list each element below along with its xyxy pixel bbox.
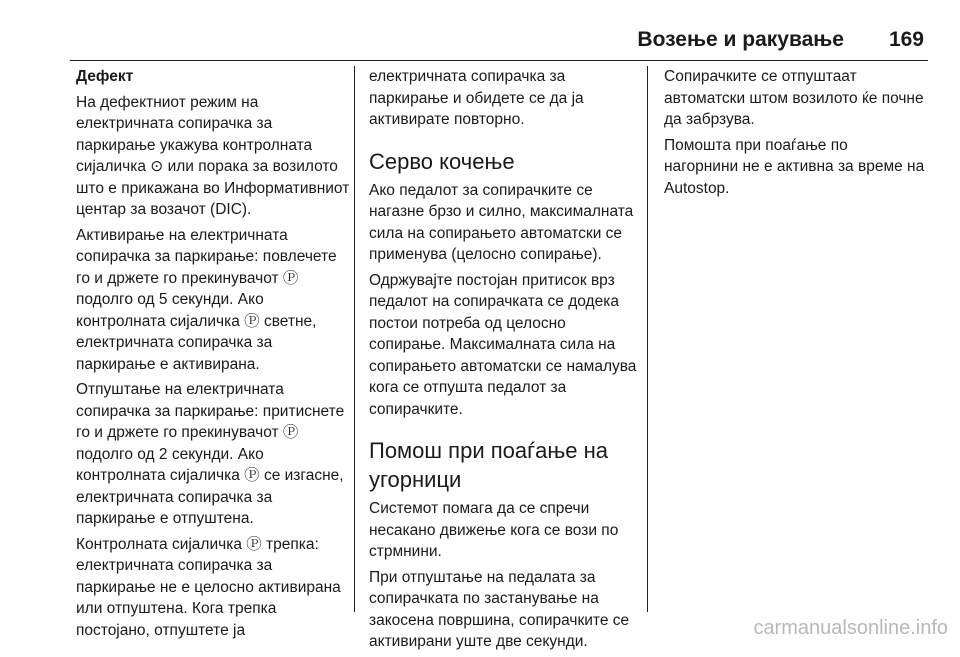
page-number: 169 xyxy=(888,28,924,51)
column-divider xyxy=(647,66,648,612)
column-divider xyxy=(354,66,355,612)
paragraph: Контролната сијаличка Ⓟ трепка: електричната сопирачка за паркирање не е целосно активирана или отпуштена. Кога трепка постојано, отпуштете ја xyxy=(76,535,341,639)
column-left xyxy=(76,66,351,645)
paragraph: електричната сопирачка за паркирање и обидете се да ја активирате повторно. xyxy=(369,68,584,128)
paragraph: Отпуштање на електричната сопирачка за паркирање: притиснете го и држете го прекинувачот Ⓟ подолго од 2 секунди. Ако контролната сијаличка Ⓟ се изгасне, електричната сопирачка за паркирање е отпуштена. xyxy=(76,381,345,527)
subheading-malfunction: Дефект xyxy=(76,68,134,85)
paragraph: Активирање на електричната сопирачка за паркирање: повлечете го и држете го прекинувачот Ⓟ подолго од 5 секунди. Ако контролната сијаличка Ⓟ светне, електричната сопирачка за паркирање е активирана. xyxy=(76,226,337,373)
column-right xyxy=(664,66,926,203)
watermark: carmanualsonline.info xyxy=(753,617,948,639)
heading-brake-assist: Серво кочење xyxy=(369,148,515,174)
paragraph: Сопирачките се отпуштаат автоматски штом возилото ќе почне да забрзува. xyxy=(664,68,924,128)
paragraph: Системот помага да се спречи несакано движење кога се вози по стрмнини. xyxy=(369,500,619,560)
heading-hill-start-assist: Помош при поаѓање на угорници xyxy=(369,438,608,492)
page-header xyxy=(70,20,928,61)
paragraph: При отпуштање на педалата за сопирачката по застанување на закосена површина, сопирачките се активирани уште две секунди. xyxy=(369,568,630,650)
paragraph: Помошта при поаѓање по нагорнини не е активна за време на Autostop. xyxy=(664,136,925,197)
paragraph: На дефектниот режим на електричната сопирачка за паркирање укажува контролната сијаличка ⊙ или порака за возилото што е прикажана во Информативниот центар за возачот (DIC). xyxy=(76,93,350,218)
paragraph: Одржувајте постојан притисок врз педалот на сопирачката се додека постои потреба од целосно сопирање. Максималната сила на сопирањето автоматски се намалува кога се отпушта педалот за сопирачките. xyxy=(369,271,637,418)
paragraph: Ако педалот за сопирачките се нагазне брзо и силно, максималната сила на сопирањето автоматски се применува (целосно сопирање). xyxy=(369,181,634,263)
section-title: Возење и ракување xyxy=(637,28,844,51)
column-middle xyxy=(369,66,637,657)
